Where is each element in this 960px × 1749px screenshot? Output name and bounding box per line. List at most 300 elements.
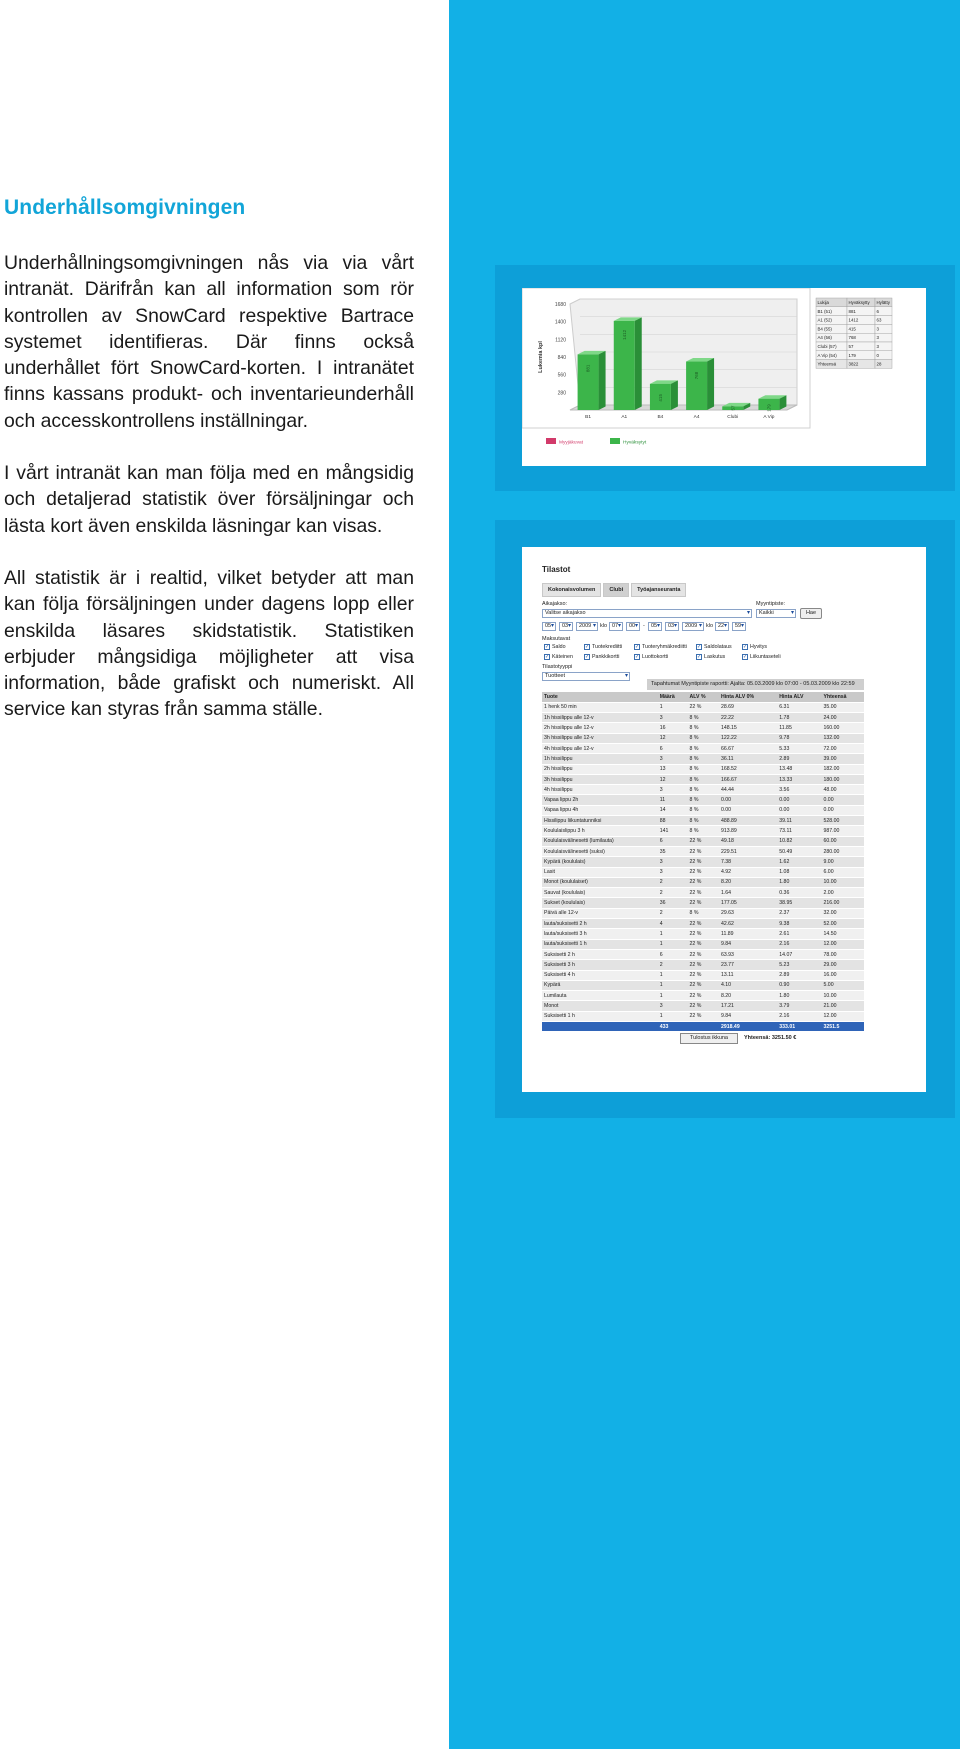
- table-cell-text: 6: [876, 308, 879, 314]
- table-cell: 1h hissilippu alle 12-v: [542, 713, 658, 723]
- table-header-row: [542, 692, 864, 702]
- table-cell: 7.38: [719, 857, 777, 867]
- table-cell: 22 %: [688, 970, 719, 980]
- table-cell: 0.00: [719, 795, 777, 805]
- table-cell: 8 %: [688, 908, 719, 918]
- checkbox-hyvitys[interactable]: ✓ Hyvitys: [743, 644, 768, 650]
- from-minute-select[interactable]: 00 ▾: [626, 622, 640, 631]
- table-cell: 22 %: [688, 836, 719, 846]
- table-cell: Kypärä (koululais): [542, 857, 658, 867]
- table-row: [542, 702, 864, 712]
- y-tick-label: 280: [557, 390, 566, 397]
- table-row: [542, 774, 864, 784]
- table-cell: 36.11: [719, 754, 777, 764]
- table-cell: lauta/suksisetti 2 h: [542, 919, 658, 929]
- table-cell: 8 %: [688, 713, 719, 723]
- bar: [686, 362, 707, 410]
- x-tick-label: A4: [693, 415, 700, 420]
- table-cell: 22 %: [688, 846, 719, 856]
- table-cell: 0.36: [777, 888, 821, 898]
- table-cell: 14.07: [777, 949, 821, 959]
- table-cell: 2h hissilippu: [542, 764, 658, 774]
- checkbox-tuoteryhmakrediitti[interactable]: ✓ Tuoteryhmäkrediitti: [635, 644, 687, 650]
- y-tick-label: 1400: [554, 319, 566, 326]
- table-cell: 122.22: [719, 733, 777, 743]
- table-cell: Päivä alle 12-v: [542, 908, 658, 918]
- table-cell: 22 %: [688, 949, 719, 959]
- column-header: Hinta ALV: [777, 692, 821, 702]
- to-minute-select[interactable]: 59 ▾: [732, 622, 746, 631]
- table-row: [542, 805, 864, 815]
- table-cell: 528.00: [821, 816, 864, 826]
- check-icon: ✓: [635, 654, 640, 660]
- stat-type-select[interactable]: Tuotteet ▾: [542, 672, 630, 681]
- table-cell: 22 %: [688, 929, 719, 939]
- table-cell: 8 %: [688, 754, 719, 764]
- y-axis-label: Lukemia kpl: [538, 341, 544, 373]
- table-cell-text: 3: [876, 335, 879, 341]
- table-cell: 5.33: [777, 743, 821, 753]
- total-cell: 2918.49: [719, 1022, 777, 1032]
- table-cell: 3: [658, 754, 688, 764]
- table-cell: 2.16: [777, 939, 821, 949]
- table-cell: 42.62: [719, 919, 777, 929]
- bar: [578, 354, 599, 410]
- column-header: Määrä: [658, 692, 688, 702]
- check-icon: ✓: [743, 654, 748, 660]
- table-cell: 0.00: [777, 805, 821, 815]
- from-hour-select[interactable]: 07 ▾: [609, 622, 623, 631]
- check-icon: ✓: [697, 644, 702, 650]
- bar-chart: [522, 288, 926, 466]
- checkbox-pankkikortti[interactable]: ✓ Pankkikortti: [585, 654, 620, 660]
- table-cell: 12.00: [821, 1011, 864, 1021]
- table-cell: 35.00: [821, 702, 864, 712]
- table-cell: Koululaislippu 3 h: [542, 826, 658, 836]
- table-row: [542, 898, 864, 908]
- report-figure: [522, 547, 926, 1092]
- check-icon: ✓: [697, 654, 702, 660]
- table-row: [542, 929, 864, 939]
- table-cell: 63.93: [719, 949, 777, 959]
- period-select[interactable]: Valitse aikajakso ▾: [542, 609, 752, 618]
- table-cell: 16.00: [821, 970, 864, 980]
- check-icon: ✓: [635, 644, 640, 650]
- table-cell: 1: [658, 991, 688, 1001]
- table-cell: Koululaisvälinesetti (lumilauta): [542, 836, 658, 846]
- table-cell: 8 %: [688, 774, 719, 784]
- table-cell: 2.61: [777, 929, 821, 939]
- check-icon: ✓: [585, 644, 590, 650]
- table-cell-text: A1 (52): [817, 317, 832, 323]
- table-row: [542, 733, 864, 743]
- checkbox-saldolataus[interactable]: ✓ Saldolataus: [697, 644, 732, 650]
- table-cell: 280.00: [821, 846, 864, 856]
- table-cell: 8 %: [688, 743, 719, 753]
- table-cell: 141: [658, 826, 688, 836]
- table-cell: 2: [658, 877, 688, 887]
- table-row: [542, 949, 864, 959]
- report-figure-frame: [495, 520, 955, 1118]
- table-cell: 49.18: [719, 836, 777, 846]
- table-cell: 987.00: [821, 826, 864, 836]
- report-tabs: [542, 583, 686, 597]
- column-header: Tuote: [542, 692, 658, 702]
- table-cell: 8 %: [688, 826, 719, 836]
- table-cell: 22 %: [688, 919, 719, 929]
- table-cell-text: Clubi (57): [817, 344, 837, 349]
- table-cell: 38.95: [777, 898, 821, 908]
- table-cell: 1: [658, 970, 688, 980]
- table-cell: 0.00: [821, 795, 864, 805]
- table-row: [542, 816, 864, 826]
- table-cell: 8.20: [719, 877, 777, 887]
- table-row: [542, 960, 864, 970]
- table-cell-text: 0: [876, 352, 879, 358]
- table-cell: 4.92: [719, 867, 777, 877]
- check-icon: ✓: [545, 644, 550, 650]
- table-cell: 22.22: [719, 713, 777, 723]
- table-cell: 2: [658, 888, 688, 898]
- table-cell: 12.00: [821, 939, 864, 949]
- table-cell: 39.11: [777, 816, 821, 826]
- table-cell-text: 768: [848, 335, 856, 341]
- table-cell: 3.56: [777, 785, 821, 795]
- table-cell: 36: [658, 898, 688, 908]
- table-row: [542, 795, 864, 805]
- table-cell: 1 henk 50 min: [542, 702, 658, 712]
- table-cell: 73.11: [777, 826, 821, 836]
- table-cell-text: A4 (56): [817, 335, 832, 341]
- tab-tyoajanseuranta[interactable]: Työajanseuranta: [631, 583, 686, 597]
- table-cell: 3: [658, 867, 688, 877]
- table-cell: 8.20: [719, 991, 777, 1001]
- table-cell: 1: [658, 1011, 688, 1021]
- table-cell: 4: [658, 919, 688, 929]
- table-cell: 10.00: [821, 991, 864, 1001]
- table-cell: 28.69: [719, 702, 777, 712]
- table-cell: 3: [658, 785, 688, 795]
- table-row: [542, 867, 864, 877]
- bar-side: [707, 358, 714, 410]
- table-cell: 10.00: [821, 877, 864, 887]
- table-cell: 13.33: [777, 774, 821, 784]
- from-month-select[interactable]: 03 ▾: [559, 622, 573, 631]
- table-cell: 168.52: [719, 764, 777, 774]
- legend-swatch: [610, 438, 620, 444]
- table-cell: 4h hissilippu: [542, 785, 658, 795]
- table-cell: 13.48: [777, 764, 821, 774]
- chart-figure: [522, 288, 926, 466]
- table-cell: 488.89: [719, 816, 777, 826]
- table-row: [542, 785, 864, 795]
- checkbox-kateinen[interactable]: ✓ Käteinen: [545, 654, 573, 660]
- table-cell: 6: [658, 949, 688, 959]
- table-row: [542, 743, 864, 753]
- table-cell: 29.63: [719, 908, 777, 918]
- check-icon: ✓: [585, 654, 590, 660]
- table-cell: 2.89: [777, 970, 821, 980]
- table-row: [542, 908, 864, 918]
- table-cell: 8 %: [688, 733, 719, 743]
- table-cell: Lumilauta: [542, 991, 658, 1001]
- table-cell: 6.31: [777, 702, 821, 712]
- table-cell-text: 1412: [848, 317, 859, 323]
- section-heading: Underhållsomgivningen: [4, 196, 246, 219]
- table-cell: 39.00: [821, 754, 864, 764]
- table-cell: 22 %: [688, 1001, 719, 1011]
- table-row: [542, 723, 864, 733]
- table-cell: 44.44: [719, 785, 777, 795]
- table-cell: 0.00: [777, 795, 821, 805]
- bar-value-label: 57: [730, 405, 736, 411]
- table-cell: Vapaa lippu 4h: [542, 805, 658, 815]
- table-row: [542, 754, 864, 764]
- table-cell: 182.00: [821, 764, 864, 774]
- total-cell: [542, 1022, 658, 1032]
- table-cell: 229.51: [719, 846, 777, 856]
- table-cell: 1: [658, 702, 688, 712]
- table-row: [542, 939, 864, 949]
- table-cell-text: 28: [876, 361, 882, 367]
- x-tick-label: B1: [585, 415, 592, 420]
- table-cell: 1: [658, 980, 688, 990]
- table-cell: 50.49: [777, 846, 821, 856]
- table-cell: 48.00: [821, 785, 864, 795]
- table-cell: 8 %: [688, 723, 719, 733]
- table-cell: 35: [658, 846, 688, 856]
- table-cell: 22 %: [688, 702, 719, 712]
- paragraph-1: Underhållningsomgivningen nås via via vårt intranät. Därifrån kan all information som rör kontrollen av SnowCard respektive Bartrace systemet identifieras. Där finns också underhållet fört SnowCard-korten. I intranätet finns kassans produkt- och inventarieunderhåll och accesskontrollens inställningar.: [4, 252, 414, 432]
- table-cell-text: 415: [848, 326, 856, 332]
- table-cell: 10.82: [777, 836, 821, 846]
- checkbox-laskutus[interactable]: ✓ Laskutus: [697, 654, 726, 660]
- table-cell: 8 %: [688, 795, 719, 805]
- table-cell: 17.21: [719, 1001, 777, 1011]
- stat-type-label: Tilastotyyppi: [542, 664, 573, 670]
- table-cell: 9.38: [777, 919, 821, 929]
- to-day-select[interactable]: 05 ▾: [648, 622, 662, 631]
- column-header: Yhteensä: [821, 692, 864, 702]
- table-cell: 88: [658, 816, 688, 826]
- report-caption: Tapahtumat Myyntipiste raportti: Ajalta: 05.03.2009 klo 07:00 - 05.03.2009 klo 22:59: [647, 679, 864, 690]
- table-cell-text: Hyväksytty: [848, 300, 870, 305]
- table-cell: 0.00: [821, 805, 864, 815]
- table-cell: 913.89: [719, 826, 777, 836]
- paragraph-3: All statistik är i realtid, vilket betyder att man kan följa försäljningen under dagens lopp eller enskilda läsares skidstatistik. Statistiken erbjuder mångsidiga möjligheter att visa information, både grafiskt och numeriskt. All service kan styras från samma ställe.: [4, 566, 414, 721]
- table-cell: 160.00: [821, 723, 864, 733]
- legend-label: Myyjäkuvat: [559, 440, 583, 446]
- table-cell: 1.08: [777, 867, 821, 877]
- to-klo-label: klo: [706, 623, 714, 629]
- table-cell: Lasit: [542, 867, 658, 877]
- table-cell: 3: [658, 857, 688, 867]
- bar-value-label: 415: [657, 394, 663, 402]
- x-tick-label: Clubi: [727, 415, 739, 420]
- table-cell: 52.00: [821, 919, 864, 929]
- table-cell: 11.85: [777, 723, 821, 733]
- tab-clubi[interactable]: Clubi: [603, 583, 629, 597]
- table-cell: 23.77: [719, 960, 777, 970]
- table-cell: 3: [658, 1001, 688, 1011]
- checkbox-liikuntaseteli[interactable]: ✓ Liikuntaseteli: [743, 654, 781, 660]
- table-cell: 66.67: [719, 743, 777, 753]
- x-tick-label: B4: [657, 415, 664, 420]
- text-column: [4, 196, 414, 749]
- table-row: [542, 1011, 864, 1021]
- table-cell: 12: [658, 733, 688, 743]
- table-cell: 5.00: [821, 980, 864, 990]
- search-button[interactable]: Hae: [800, 608, 822, 619]
- table-cell: 29.00: [821, 960, 864, 970]
- x-tick-label: A1: [621, 415, 628, 420]
- table-cell: 22 %: [688, 991, 719, 1001]
- bar-value-label: 179: [766, 404, 772, 412]
- table-row: [542, 764, 864, 774]
- table-cell: 60.00: [821, 836, 864, 846]
- table-row: [542, 980, 864, 990]
- date-separator: -: [643, 623, 645, 629]
- table-cell: 11.89: [719, 929, 777, 939]
- checkbox-saldo[interactable]: ✓ Saldo: [545, 644, 566, 650]
- table-cell: 16: [658, 723, 688, 733]
- outlet-label: Myyntipiste:: [756, 601, 786, 607]
- y-tick-label: 560: [557, 372, 566, 379]
- table-cell: 2.37: [777, 908, 821, 918]
- table-cell: 8 %: [688, 816, 719, 826]
- bar-side: [635, 317, 642, 410]
- table-cell: Suksisetti 2 h: [542, 949, 658, 959]
- table-cell: 21.00: [821, 1001, 864, 1011]
- tab-kokonaisvolumen[interactable]: Kokonaisvolumen: [542, 583, 601, 597]
- print-window-button[interactable]: Tulostus ikkuna: [680, 1033, 738, 1044]
- table-cell: 180.00: [821, 774, 864, 784]
- total-cell: 3251.5: [821, 1022, 864, 1032]
- table-cell: 1.64: [719, 888, 777, 898]
- table-cell: 1.80: [777, 877, 821, 887]
- table-row: [542, 713, 864, 723]
- column-header: Hinta ALV 0%: [719, 692, 777, 702]
- table-cell: 13.11: [719, 970, 777, 980]
- table-cell-text: 57: [848, 344, 854, 349]
- table-cell-text: B4 (55): [817, 326, 832, 332]
- table-cell: 0.00: [719, 805, 777, 815]
- table-cell: 0.90: [777, 980, 821, 990]
- bar-side: [599, 351, 606, 410]
- from-day-select[interactable]: 05 ▾: [542, 622, 556, 631]
- to-hour-select[interactable]: 22 ▾: [715, 622, 729, 631]
- table-cell-text: 881: [848, 308, 856, 314]
- bar-value-label: 768: [694, 371, 700, 380]
- table-cell-text: Lukija: [817, 300, 829, 305]
- table-cell: 6: [658, 743, 688, 753]
- table-cell: 3h hissilippu: [542, 774, 658, 784]
- table-cell: 24.00: [821, 713, 864, 723]
- table-cell: lauta/suksisetti 3 h: [542, 929, 658, 939]
- total-cell: 333.01: [777, 1022, 821, 1032]
- column-header: ALV %: [688, 692, 719, 702]
- bar-value-label: 1412: [621, 329, 627, 340]
- table-cell: 78.00: [821, 949, 864, 959]
- table-cell: 4.10: [719, 980, 777, 990]
- bar-value-label: 881: [585, 364, 591, 373]
- table-cell: 6: [658, 836, 688, 846]
- table-cell: Sauvat (koululais): [542, 888, 658, 898]
- table-cell: 3h hissilippu alle 12-v: [542, 733, 658, 743]
- table-cell: Monot (koululaiset): [542, 877, 658, 887]
- from-year-select[interactable]: 2009 ▾: [576, 622, 598, 631]
- table-cell: 3: [658, 713, 688, 723]
- table-row: [542, 919, 864, 929]
- table-cell: Sukset (koululais): [542, 898, 658, 908]
- report-table: [542, 692, 864, 1032]
- table-cell: 1.80: [777, 991, 821, 1001]
- report-title: Tilastot: [542, 565, 571, 574]
- table-row: [542, 846, 864, 856]
- table-cell: Vapaa lippu 2h: [542, 795, 658, 805]
- outlet-select[interactable]: Kaikki ▾: [756, 609, 796, 618]
- check-icon: ✓: [545, 654, 550, 660]
- table-total-row: [542, 1022, 864, 1032]
- table-cell-text: 3822: [848, 361, 859, 367]
- grand-total: Yhteensä: 3251.50 €: [744, 1035, 797, 1041]
- table-row: [542, 877, 864, 887]
- table-cell: 9.78: [777, 733, 821, 743]
- check-icon: ✓: [743, 644, 748, 650]
- table-cell: 13: [658, 764, 688, 774]
- table-cell: Monot: [542, 1001, 658, 1011]
- table-cell: 2.89: [777, 754, 821, 764]
- table-cell-text: 3: [876, 344, 879, 349]
- table-row: [542, 836, 864, 846]
- to-month-select[interactable]: 03 ▾: [665, 622, 679, 631]
- table-cell: 1: [658, 939, 688, 949]
- table-cell: 1.62: [777, 857, 821, 867]
- table-cell: 22 %: [688, 877, 719, 887]
- table-cell: 132.00: [821, 733, 864, 743]
- table-cell: 216.00: [821, 898, 864, 908]
- table-cell: 8 %: [688, 785, 719, 795]
- table-row: [542, 888, 864, 898]
- table-cell: 11: [658, 795, 688, 805]
- table-cell-text: Yhteensä: [817, 361, 837, 367]
- checkbox-luottokortti[interactable]: ✓ Luottokortti: [635, 654, 669, 660]
- table-cell: 22 %: [688, 888, 719, 898]
- table-cell-text: A Vip (54): [817, 352, 837, 358]
- y-tick-label: 1120: [555, 337, 566, 344]
- table-cell: 148.15: [719, 723, 777, 733]
- checkbox-tuotekrediitti[interactable]: ✓ Tuotekrediitti: [585, 644, 623, 650]
- table-cell: 72.00: [821, 743, 864, 753]
- payments-label: Maksutavat: [542, 636, 571, 642]
- table-row: [542, 826, 864, 836]
- table-cell: 166.67: [719, 774, 777, 784]
- table-cell: 1.78: [777, 713, 821, 723]
- table-cell-text: 63: [876, 317, 882, 323]
- period-label: Aikajakso:: [542, 601, 568, 607]
- table-cell-text: 179: [848, 352, 856, 358]
- bar-side: [671, 380, 678, 410]
- table-cell-text: B1 (51): [817, 308, 832, 314]
- table-cell: 9.84: [719, 1011, 777, 1021]
- table-cell: 6.00: [821, 867, 864, 877]
- total-cell: 433: [658, 1022, 688, 1032]
- x-tick-label: A Vip: [763, 415, 775, 420]
- to-year-select[interactable]: 2009 ▾: [682, 622, 704, 631]
- table-row: [542, 1001, 864, 1011]
- y-tick-label: 1680: [554, 302, 566, 308]
- table-cell: 22 %: [688, 960, 719, 970]
